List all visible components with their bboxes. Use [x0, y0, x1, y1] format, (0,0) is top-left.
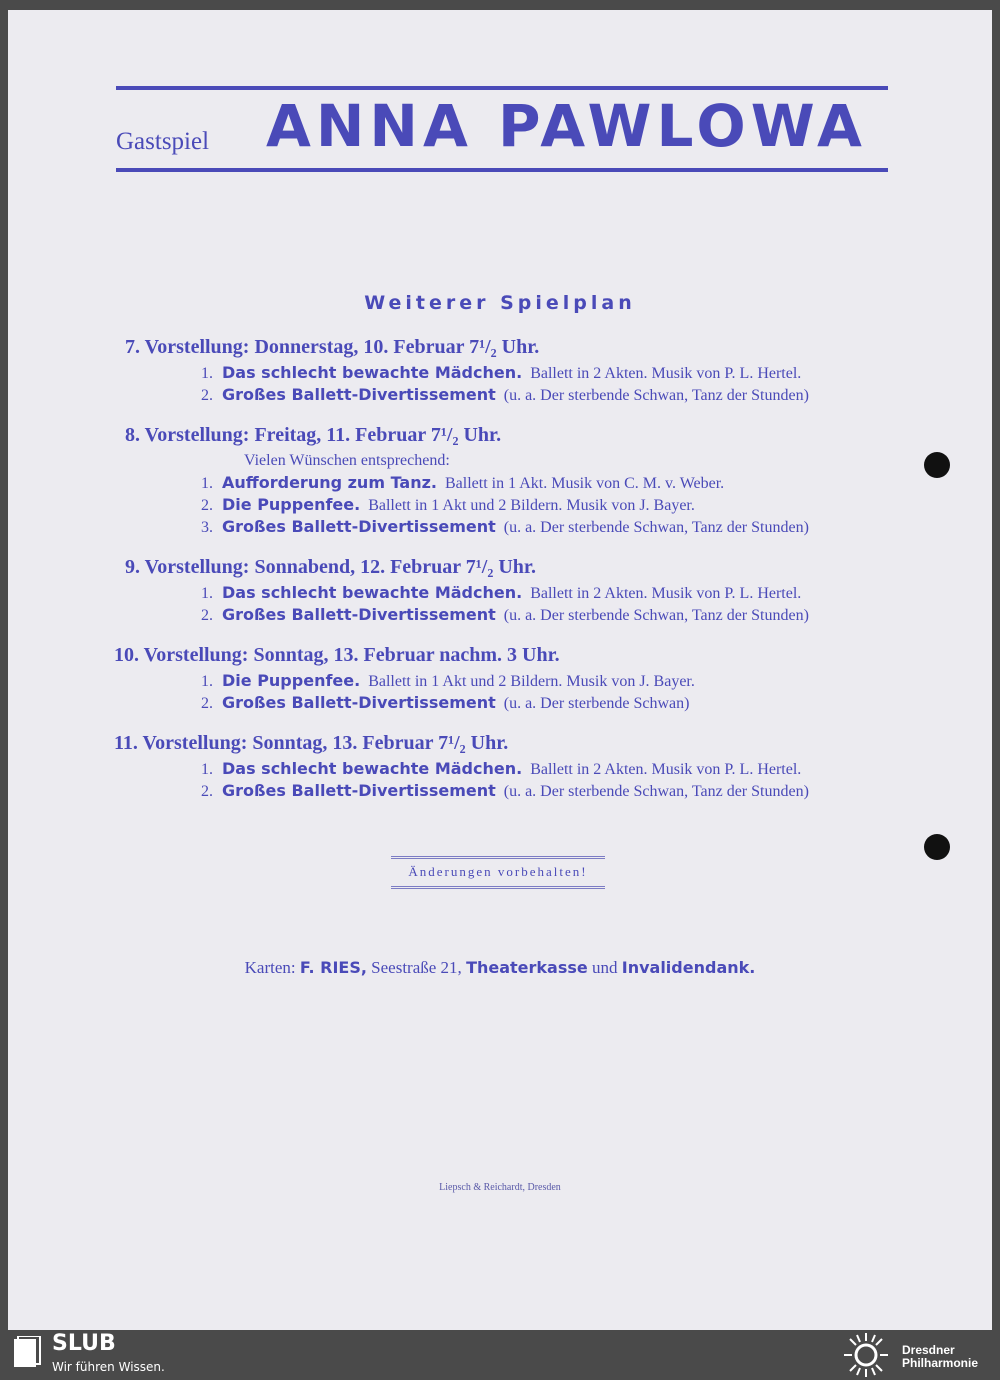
- program-item: 2. Großes Ballett-Divertissement (u. a. Der sterbende Schwan, Tanz der Stunden): [201, 385, 809, 404]
- performance-10: [114, 640, 914, 714]
- program-item: 1. Das schlecht bewachte Mädchen. Ballett in 2 Akten. Musik von P. L. Hertel.: [201, 363, 802, 382]
- header-rule-top: [116, 86, 888, 90]
- artist-name: ANNA PAWLOWA: [266, 92, 867, 160]
- program-subtitle: Weiterer Spielplan: [364, 292, 636, 314]
- program-item: 1. Die Puppenfee. Ballett in 1 Akt und 2 Bildern. Musik von J. Bayer.: [201, 671, 695, 690]
- program-item: 2. Großes Ballett-Divertissement (u. a. Der sterbende Schwan, Tanz der Stunden): [201, 605, 809, 624]
- punch-hole: [924, 452, 950, 478]
- program-item: 1. Aufforderung zum Tanz. Ballett in 1 Akt. Musik von C. M. v. Weber.: [201, 473, 725, 492]
- slub-book-icon: [12, 1336, 42, 1370]
- guest-label: Gastspiel: [116, 128, 210, 155]
- performance-7: [114, 332, 914, 406]
- changes-notice: Änderungen vorbehalten!: [391, 856, 605, 889]
- performance-list: [114, 332, 914, 816]
- header-rule-bottom: [116, 168, 888, 172]
- slub-logo-text: SLUB: [52, 1331, 116, 1356]
- performance-heading: 7. Vorstellung: Donnerstag, 10. Februar 7¹/₂ Uhr.: [125, 336, 540, 358]
- footer-bar: [0, 1330, 1000, 1380]
- program-item: 2. Großes Ballett-Divertissement (u. a. Der sterbende Schwan, Tanz der Stunden): [201, 781, 809, 800]
- ticket-info: Karten: F. RIES, Seestraße 21, Theaterkasse und Invalidendank.: [244, 958, 756, 977]
- program-item: 3. Großes Ballett-Divertissement (u. a. Der sterbende Schwan, Tanz der Stunden): [201, 517, 809, 536]
- performance-heading: 11. Vorstellung: Sonntag, 13. Februar 7¹/₂ Uhr.: [114, 732, 509, 754]
- slub-tagline: Wir führen Wissen.: [52, 1360, 165, 1374]
- program-item: 2. Die Puppenfee. Ballett in 1 Akt und 2 Bildern. Musik von J. Bayer.: [201, 495, 695, 514]
- performance-9: [114, 552, 914, 626]
- program-item: 1. Das schlecht bewachte Mädchen. Ballett in 2 Akten. Musik von P. L. Hertel.: [201, 583, 802, 602]
- punch-hole: [924, 834, 950, 860]
- performance-preface: Vielen Wünschen entsprechend:: [244, 452, 450, 469]
- performance-8: [114, 420, 914, 538]
- philharmonie-logo-text: Dresdner Philharmonie: [902, 1343, 979, 1370]
- performance-heading: 9. Vorstellung: Sonnabend, 12. Februar 7¹/₂ Uhr.: [125, 556, 536, 578]
- program-sheet: [8, 10, 992, 1330]
- printer-imprint: Liepsch & Reichardt, Dresden: [439, 1182, 561, 1193]
- performance-heading: 10. Vorstellung: Sonntag, 13. Februar nachm. 3 Uhr.: [114, 644, 560, 666]
- program-item: 2. Großes Ballett-Divertissement (u. a. Der sterbende Schwan): [201, 693, 690, 712]
- performance-heading: 8. Vorstellung: Freitag, 11. Februar 7¹/₂ Uhr.: [125, 424, 502, 446]
- performance-11: [114, 728, 914, 802]
- philharmonie-sun-icon: [840, 1331, 892, 1379]
- program-item: 1. Das schlecht bewachte Mädchen. Ballett in 2 Akten. Musik von P. L. Hertel.: [201, 759, 802, 778]
